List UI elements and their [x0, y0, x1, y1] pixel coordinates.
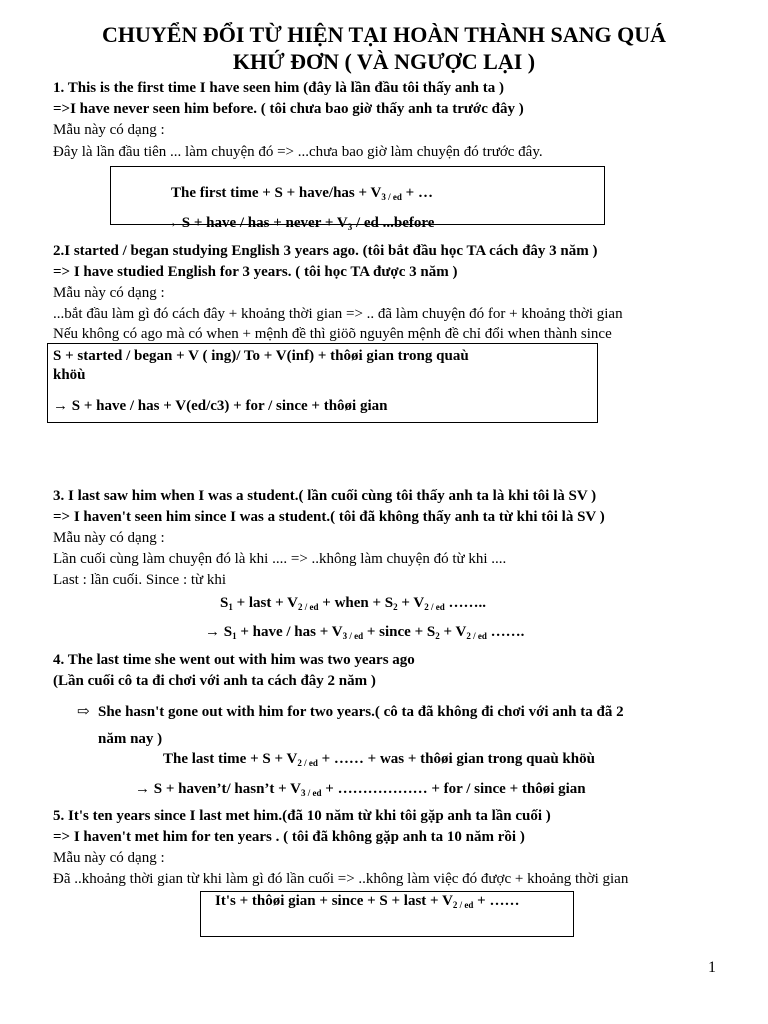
sec3-form-label: Mẫu này có dạng :	[53, 530, 165, 546]
sec1-desc: Đây là lần đầu tiên ... làm chuyện đó => ...chưa bao giờ làm chuyện đó trước đây.	[53, 144, 543, 160]
sec1-formula-2: → S + have / has + never + $V_3$ / ed ...before	[163, 215, 435, 232]
sec5-desc: Đã ..khoảng thời gian từ khi làm gì đó lần cuối => ..không làm việc đó được + khoảng thời gian	[53, 871, 629, 887]
sec4-answer: She hasn't gone out with him for two years.( cô ta đã không đi chơi với anh ta đã 2	[98, 704, 624, 720]
sec5-heading: 5. It's ten years since I last met him.(đã 10 năm từ khi tôi gặp anh ta lần cuối )	[53, 808, 551, 824]
sec5-formula-1: It's + thôøi gian + since + S + last + $V_{2 / ed}$ + ……	[215, 893, 520, 910]
sec1-heading: 1. This is the first time I have seen him (đây là lần đầu tôi thấy anh ta )	[53, 80, 505, 96]
sec1-formula-1: The first time + S + have/has + $V_{3 / ed}$ + …	[171, 185, 433, 202]
sec5-formula-box	[200, 891, 574, 937]
sec3-formula-1: $S_1$ + last + $V_{2 / ed}$ + when + $S_2 + V_{2 / ed}$ ……..	[220, 595, 487, 612]
sec3-heading: 3. I last saw him when I was a student.( lần cuối cùng tôi thấy anh ta là khi tôi là SV )	[53, 488, 597, 504]
sec4-heading-vi: (Lần cuối cô ta đi chơi với anh ta cách đây 2 năm )	[53, 673, 376, 689]
page-number: 1	[708, 959, 716, 976]
sec4-formula-2: → S + haven’t/ hasn’t + $V_{3 / ed}$ + ……………… + for / since + thôøi gian	[135, 781, 586, 798]
sec4-answer-2: năm nay )	[98, 731, 163, 747]
sec3-answer: => I haven't seen him since I was a student.( tôi đã không thấy anh ta từ khi tôi là SV )	[53, 509, 605, 525]
sec2-formula-1: S + started / began + V ( ing)/ To + V(inf) + thôøi gian trong quaù	[53, 348, 469, 364]
arrow-bullet-icon: ⇨	[77, 704, 90, 720]
sec5-answer: => I haven't met him for ten years . ( tôi đã không gặp anh ta 10 năm rồi )	[53, 829, 525, 845]
sec2-heading: 2.I started / began studying English 3 years ago. (tôi bắt đầu học TA cách đây 3 năm )	[53, 243, 598, 259]
title-line-2: KHỨ ĐƠN ( VÀ NGƯỢC LẠI )	[232, 49, 536, 74]
sec1-answer: =>I have never seen him before. ( tôi chưa bao giờ thấy anh ta trước đây )	[53, 101, 524, 117]
sec2-form-label: Mẫu này có dạng :	[53, 285, 165, 301]
sec2-formula-box	[47, 343, 598, 423]
title-line-1: CHUYỂN ĐỔI TỪ HIỆN TẠI HOÀN THÀNH SANG QUÁ	[102, 22, 666, 47]
sec3-vocab: Last : lần cuối. Since : từ khi	[53, 572, 227, 588]
sec2-formula-1b: khöù	[53, 367, 86, 383]
sec4-heading: 4. The last time she went out with him was two years ago	[53, 652, 415, 668]
sec2-desc-2: Nếu không có ago mà có when + mệnh đề thì giöõ nguyên mệnh đề chỉ đổi when thành since	[53, 326, 612, 342]
sec4-formula-1: The last time + $S + V_{2 / ed}$ + …… + was + thôøi gian trong quaù khöù	[163, 751, 595, 768]
sec1-formula-box	[110, 166, 605, 232]
sec3-formula-2: → $S_1$ + have / has + $V_{3 / ed}$ + since + $S_2 + V_{2 / ed}$ …….	[205, 624, 525, 641]
sec5-form-label: Mẫu này có dạng :	[53, 850, 165, 866]
sec2-desc-1: ...bắt đầu làm gì đó cách đây + khoảng thời gian => .. đã làm chuyện đó for + khoảng thời gian	[53, 306, 623, 322]
sec3-desc: Lần cuối cùng làm chuyện đó là khi .... => ..không làm chuyện đó từ khi ....	[53, 551, 507, 567]
sec2-answer: => I have studied English for 3 years. ( tôi học TA được 3 năm )	[53, 264, 458, 280]
sec2-formula-2: → S + have / has + V(ed/c3) + for / since + thôøi gian	[53, 398, 388, 414]
sec1-form-label: Mẫu này có dạng :	[53, 122, 165, 138]
